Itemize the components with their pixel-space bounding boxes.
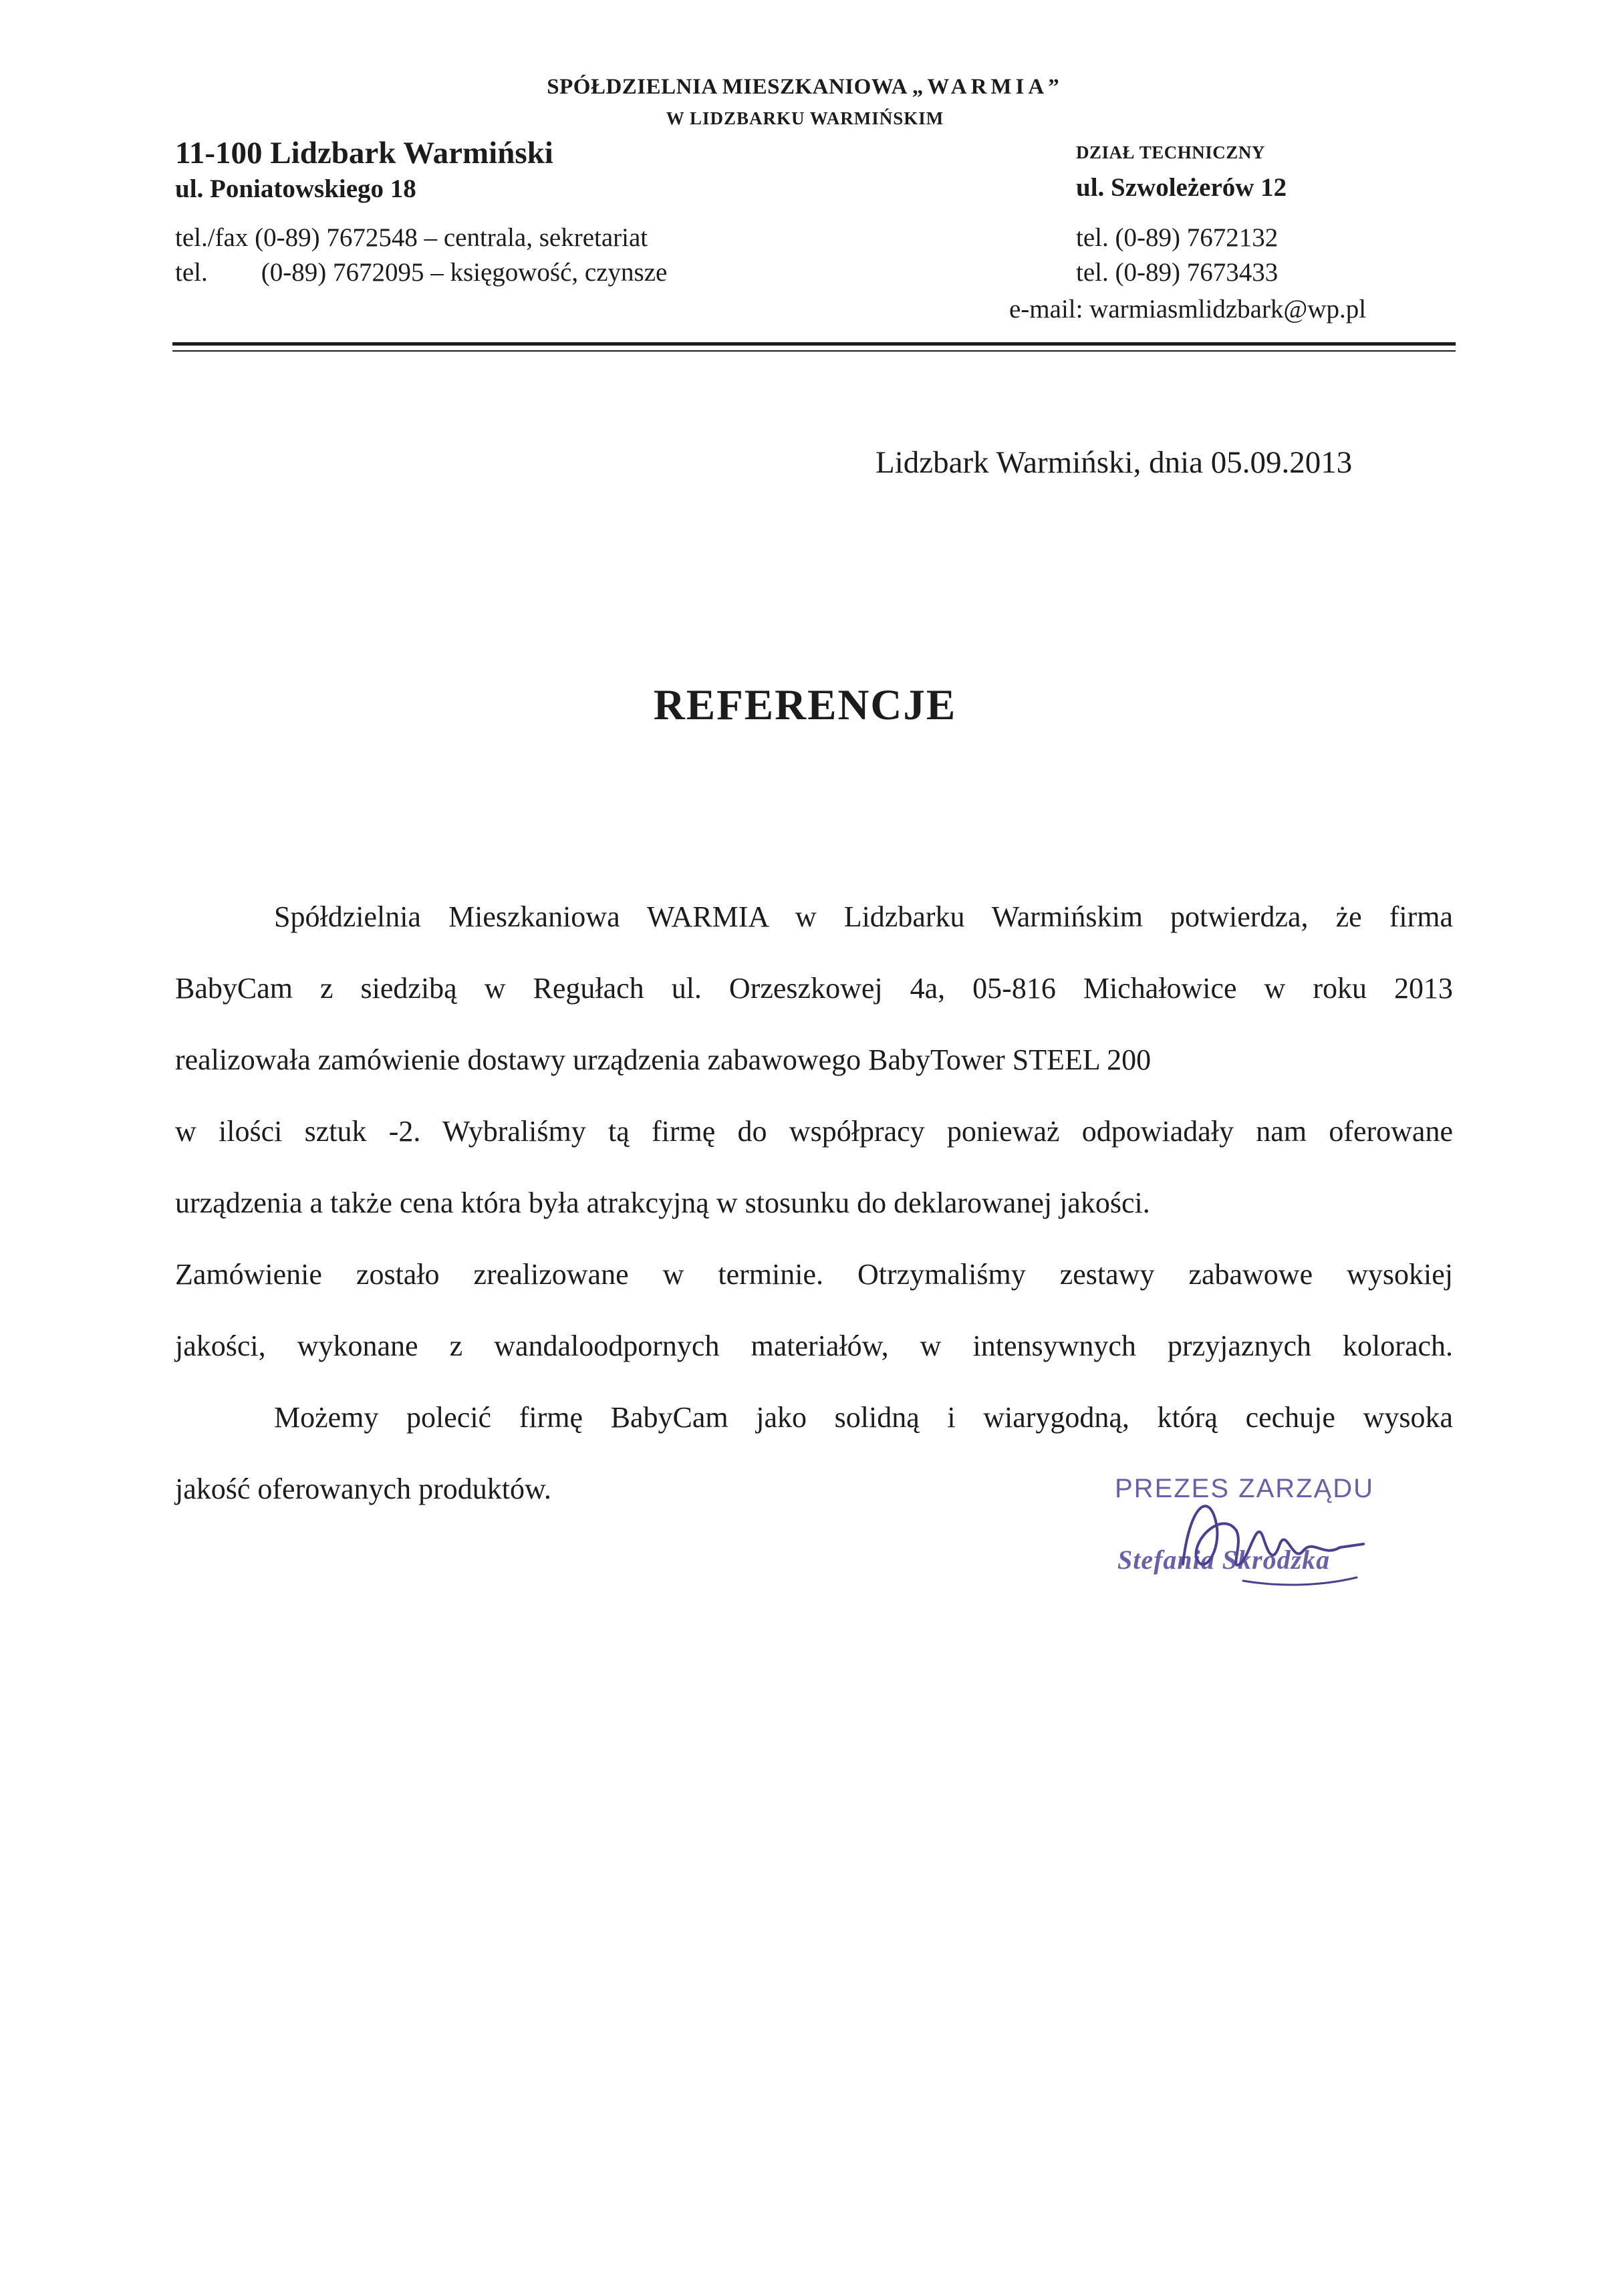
letterhead-dept-tel-2: tel. (0-89) 7673433 xyxy=(1076,258,1279,287)
letter-body xyxy=(175,881,1453,1525)
body-line: Możemy polecić firmę BabyCam jako solidną i wiarygodną, którą cechuje wysoka xyxy=(274,1401,1453,1434)
letterhead-dept-street: ul. Szwoleżerów 12 xyxy=(1076,173,1287,202)
letterhead-street: ul. Poniatowskiego 18 xyxy=(175,174,416,203)
letterhead-tel-fax: tel./fax (0-89) 7672548 – centrala, sekretariat xyxy=(175,223,648,252)
body-line: jakości, wykonane z wandaloodpornych materiałów, w intensywnych przyjaznych kolorach. xyxy=(175,1329,1453,1362)
document-title: REFERENCJE xyxy=(653,681,957,729)
organization-type: SPÓŁDZIELNIA MIESZKANIOWA xyxy=(547,75,912,99)
body-line: Spółdzielnia Mieszkaniowa WARMIA w Lidzbarku Warmińskim potwierdza, że firma xyxy=(274,900,1453,933)
letterhead-subline: W LIDZBARKU WARMIŃSKIM xyxy=(666,108,944,128)
letterhead-dept-tel-1: tel. (0-89) 7672132 xyxy=(1076,223,1279,252)
body-line: jakość oferowanych produktów. xyxy=(175,1473,551,1505)
organization-name: „WARMIA” xyxy=(912,75,1063,99)
date-line: Lidzbark Warmiński, dnia 05.09.2013 xyxy=(876,445,1353,480)
header-divider-thick xyxy=(172,342,1456,346)
letterhead-email: e-mail: warmiasmlidzbark@wp.pl xyxy=(1009,295,1367,324)
stamp-name: Stefania Skrodzka xyxy=(1117,1545,1331,1575)
body-line: w ilości sztuk -2. Wybraliśmy tą firmę do współpracy ponieważ odpowiadały nam oferowane xyxy=(175,1115,1453,1148)
body-line: BabyCam z siedzibą w Regułach ul. Orzeszkowej 4a, 05-816 Michałowice w roku 2013 xyxy=(175,972,1453,1005)
signature-scribble xyxy=(1163,1464,1383,1604)
letterhead-dept-title: DZIAŁ TECHNICZNY xyxy=(1076,142,1265,162)
tel-number: (0-89) 7672095 – księgowość, czynsze xyxy=(261,258,668,287)
body-line: Zamówienie zostało zrealizowane w terminie. Otrzymaliśmy zestawy zabawowe wysokiej xyxy=(175,1258,1453,1291)
header-divider-thin xyxy=(172,350,1456,352)
body-line: realizowała zamówienie dostawy urządzenia zabawowego BabyTower STEEL 200 xyxy=(175,1043,1152,1076)
stamp-title: PREZES ZARZĄDU xyxy=(1115,1474,1375,1503)
letterhead-city: 11-100 Lidzbark Warmiński xyxy=(175,136,553,170)
body-line: urządzenia a także cena która była atrakcyjną w stosunku do deklarowanej jakości. xyxy=(175,1186,1150,1219)
letterhead-tel xyxy=(175,257,667,287)
tel-prefix: tel. xyxy=(175,258,208,287)
letterhead-organization xyxy=(0,75,1610,100)
